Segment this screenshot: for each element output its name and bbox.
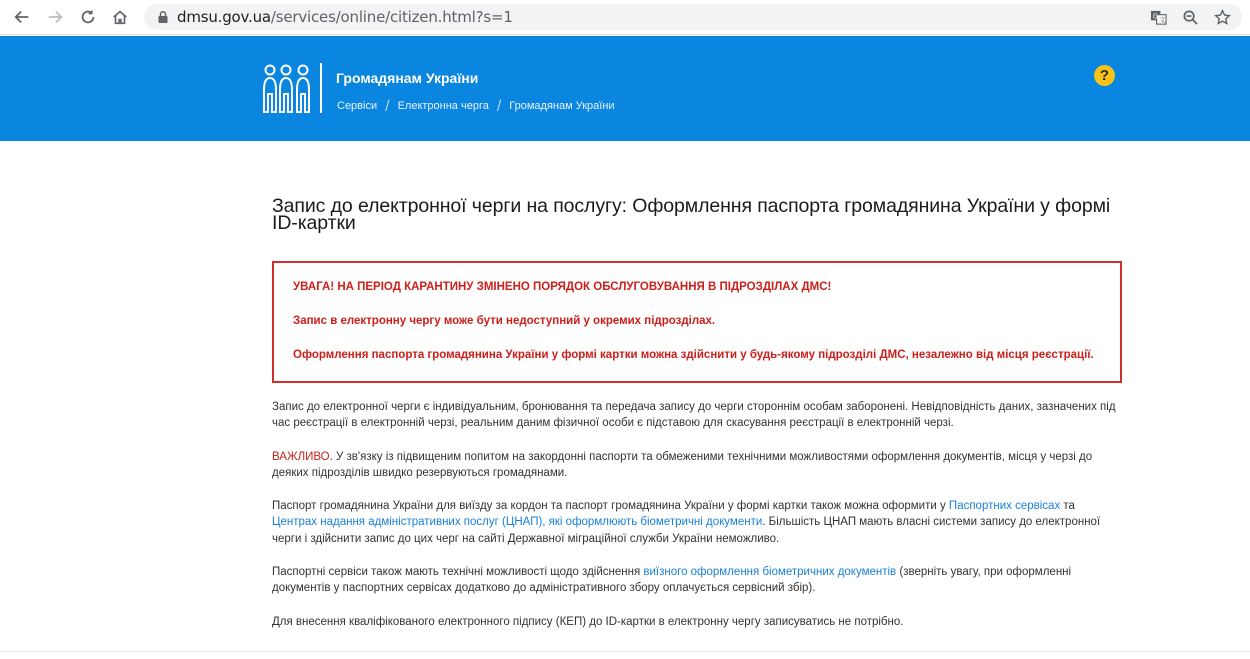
svg-text:G: G (1152, 11, 1158, 20)
alert-line: Запис в електронну чергу може бути недоступний у окремих підрозділах. (293, 315, 716, 327)
paragraph-individual-booking: Запис до електронної черги є індивідуальним, бронювання та передача запису до черги стороннім особам заборонені. Невідповідність даних, зазначених під час реєстрації в електронній черзі, реальним даним фізичної особи є підставою для скасування реєстрації в електронній черзі. (272, 401, 1116, 430)
logo-divider (320, 63, 322, 113)
paragraph-passport-services: Паспорт громадянина України для виїзду за кордон та паспорт громадянина України у формі картки також можна оформити у Паспортних сервісах та Центрах надання адміністративних послуг (ЦНАП), які оформлюють біометричні документи. Більшість ЦНАП мають власні системи запису до електронної черги і здійснити запис до цих черг на сайті Державної міграційної служби України неможливо. (272, 500, 1101, 545)
paragraph-mobile-service: Паспортні сервіси також мають технічні можливості щодо здійснення виїзного оформлення біометричних документів (зверніть увагу, при оформленні документів у паспортних сервісах додатково до адміністративного збору оплачується сервісний збір). (272, 566, 1072, 595)
breadcrumb-citizens[interactable]: Громадянам України (509, 100, 615, 112)
browser-toolbar (0, 0, 1250, 35)
home-icon[interactable] (109, 6, 131, 28)
main-content (272, 195, 1122, 630)
reload-icon[interactable] (77, 6, 99, 28)
page-title: Запис до електронної черги на послугу: Оформлення паспорта громадянина України у формі ID-картки (272, 195, 1111, 234)
important-label: ВАЖЛИВО (272, 450, 330, 463)
mobile-biometric-link[interactable]: виїзного оформлення біометричних документів (643, 566, 897, 579)
breadcrumb (337, 97, 615, 115)
passport-services-link[interactable]: Паспортних сервісах (948, 500, 1061, 513)
translate-icon[interactable] (1149, 8, 1167, 26)
cnap-link[interactable]: Центрах надання адміністративних послуг (ЦНАП), які оформлюють біометричні документи (272, 516, 763, 529)
alert-heading: УВАГА! НА ПЕРІОД КАРАНТИНУ ЗМІНЕНО ПОРЯДОК ОБСЛУГОВУВАННЯ В ПІДРОЗДІЛАХ ДМС! (293, 281, 832, 293)
alert-line: Оформлення паспорта громадянина України у формі картки можна здійснити у будь-якому підрозділі ДМС, незалежно від місця реєстрації. (293, 349, 1094, 361)
paragraph-kep: Для внесення кваліфікованого електронного підпису (КЕП) до ID-картки в електронну чергу записуватись не потрібно. (272, 615, 904, 628)
back-icon[interactable] (11, 6, 33, 28)
footer-divider (0, 651, 1250, 652)
paragraph-important: ВАЖЛИВО. У зв'язку із підвищеним попитом на закордонні паспорти та обмеженими технічними можливостями оформлення документів, місця у черзі до деяких підрозділів швидко резервуються громадянами. (272, 450, 1093, 479)
site-header (0, 36, 1250, 141)
address-bar[interactable] (144, 4, 1242, 30)
breadcrumb-separator: / (385, 97, 390, 115)
breadcrumb-electronic-queue[interactable]: Електронна черга (397, 100, 489, 112)
people-logo-icon[interactable] (262, 64, 322, 114)
site-title: Громадянам України (336, 70, 479, 86)
quarantine-alert (272, 261, 1122, 383)
lock-icon (156, 10, 170, 24)
breadcrumb-separator: / (496, 97, 502, 115)
breadcrumb-services[interactable]: Сервіси (337, 100, 378, 112)
url-text: dmsu.gov.ua/services/online/citizen.html?s=1 (177, 8, 513, 26)
svg-text:文: 文 (1158, 15, 1166, 24)
info-text (272, 399, 1122, 630)
zoom-icon[interactable] (1181, 8, 1199, 26)
forward-icon[interactable] (44, 6, 66, 28)
bookmark-star-icon[interactable] (1213, 8, 1231, 26)
help-icon[interactable]: ? (1094, 65, 1115, 86)
